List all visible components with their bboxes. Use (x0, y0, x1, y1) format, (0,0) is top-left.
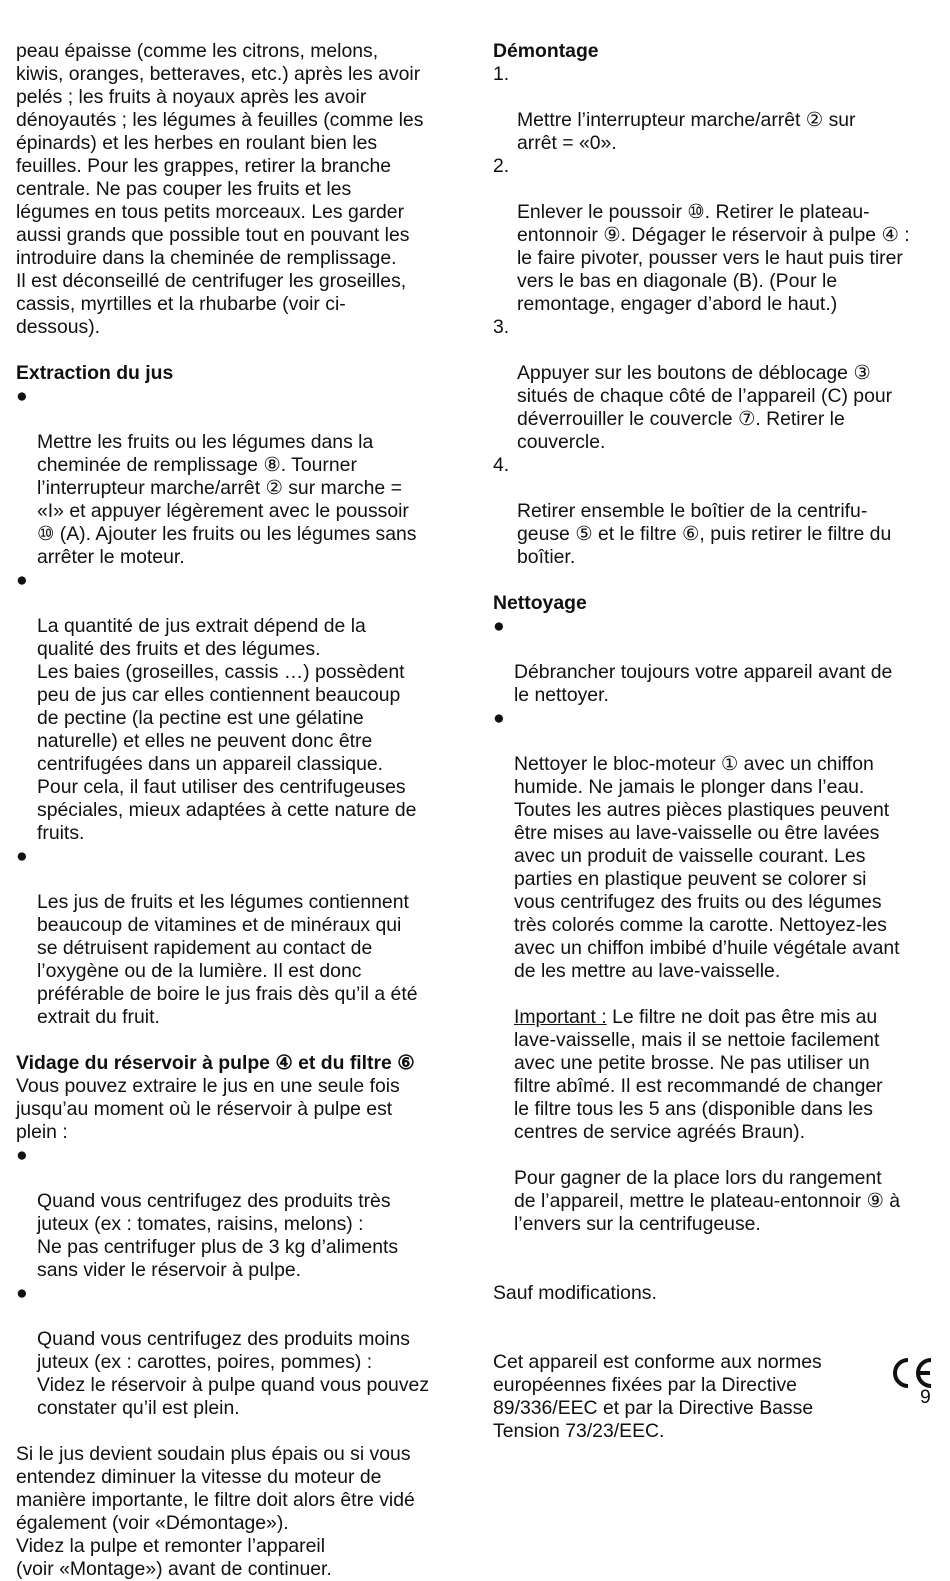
extraction-item-2 (16, 569, 456, 845)
nettoyage-item-2 (493, 707, 935, 983)
nettoyage-item-1-text: Débrancher toujours votre appareil avant de le nettoyer. (514, 661, 893, 706)
bullet-icon: ● (16, 569, 28, 591)
demontage-step-4-text: Retirer ensemble le boîtier de la centrifu- geuse ⑤ et le filtre ⑥, puis retirer le filtre du boîtier. (517, 500, 892, 568)
nettoyage-item-2-text: Nettoyer le bloc-moteur ① avec un chiffon humide. Ne jamais le plonger dans l’eau. Toutes les autres pièces plastiques peuvent être mises au lave-vaisselle ou être lavées avec un produit de vaisselle courant. Les parties en plastique peuvent se colorer si vous centrifugez des fruits ou des légumes très colorés comme la carotte. Nettoyez-les avec un chiffon imbibé d’huile végétale avant de les mettre au lave-vaisselle. (514, 753, 900, 982)
bullet-icon: ● (16, 1144, 28, 1166)
bullet-icon: ● (16, 845, 28, 867)
right-column (493, 40, 935, 1443)
extraction-item-3-text: Les jus de fruits et les légumes contiennent beaucoup de vitamines et de minéraux qui se détruisent rapidement au contact de l’oxygène ou de la lumière. Il est donc préférable de boire le jus frais dès qu’il a été extrait du fruit. (37, 891, 418, 1028)
vidage-item-2 (16, 1282, 456, 1420)
demontage-step-3 (493, 316, 935, 454)
conformity-block (493, 1351, 935, 1443)
extraction-item-1 (16, 385, 456, 569)
step-number: 4. (493, 454, 510, 476)
important-label: Important : (514, 1006, 607, 1028)
extraction-heading: Extraction du jus (16, 362, 174, 384)
vidage-item-2-text: Quand vous centrifugez des produits moins juteux (ex : carottes, poires, pommes) : Videz le réservoir à pulpe quand vous pouvez constater qu’il est plein. (37, 1328, 430, 1419)
conformity-text: Cet appareil est conforme aux normes européennes fixées par la Directive 89/336/EEC et par la Directive Basse Tension 73/23/EEC. (493, 1351, 822, 1442)
vidage-item-1 (16, 1144, 456, 1282)
extraction-item-3 (16, 845, 456, 1029)
step-number: 2. (493, 155, 510, 177)
vidage-heading: Vidage du réservoir à pulpe ④ et du filtre ⑥ (16, 1052, 415, 1074)
vidage-intro: Vous pouvez extraire le jus en une seule fois jusqu’au moment où le réservoir à pulpe est plein : (16, 1075, 400, 1143)
bullet-icon: ● (493, 707, 505, 729)
storage-note: Pour gagner de la place lors du rangement de l’appareil, mettre le plateau-entonnoir ⑨ à l’envers sur la centrifugeuse. (514, 1167, 901, 1235)
important-text: Le filtre ne doit pas être mis au lave-vaisselle, mais il se nettoie facilement avec une petite brosse. Ne pas utiliser un filtre abîmé. Il est recommandé de changer le filtre tous les 5 ans (disponible dans les centres de service agréés Braun). (514, 1006, 883, 1143)
nettoyage-heading: Nettoyage (493, 592, 587, 614)
intro-paragraph: peau épaisse (comme les citrons, melons, kiwis, oranges, betteraves, etc.) après les avoir pelés ; les fruits à noyaux après les avoir dénoyautés ; les légumes à feuilles (comme les épinards) et les herbes en roulant bien les feuilles. Pour les grappes, retirer la branche centrale. Ne pas couper les fruits et les légumes en tous petits morceaux. Les garder aussi grands que possible tout en pouvant les introduire dans la cheminée de remplissage. Il est déconseillé de centrifuger les groseilles, cassis, myrtilles et la rhubarbe (voir ci- dessous). (16, 40, 424, 338)
bullet-icon: ● (16, 1282, 28, 1304)
sauf-modifications: Sauf modifications. (493, 1282, 657, 1304)
demontage-step-2 (493, 155, 935, 316)
bullet-icon: ● (16, 385, 28, 407)
nettoyage-item-1 (493, 615, 935, 707)
important-note (493, 1006, 935, 1144)
demontage-step-4 (493, 454, 935, 569)
demontage-step-1-text: Mettre l’interrupteur marche/arrêt ② sur arrêt = «0». (517, 109, 856, 154)
extraction-item-2-text: La quantité de jus extrait dépend de la qualité des fruits et des légumes. Les baies (groseilles, cassis …) possèdent peu de jus car elles contiennent beaucoup de pectine (la pectine est une gélatine naturelle) et elles ne peuvent donc être centrifugées dans un appareil classique. Pour cela, il faut utiliser des centrifugeuses spéciales, mieux adaptées à cette nature de fruits. (37, 615, 417, 844)
page-number: 9 (920, 1386, 931, 1408)
step-number: 3. (493, 316, 510, 338)
demontage-heading: Démontage (493, 40, 599, 62)
extraction-item-1-text: Mettre les fruits ou les légumes dans la cheminée de remplissage ⑧. Tourner l’interrupteur marche/arrêt ② sur marche = «I» et appuyer légèrement avec le poussoir ⑩ (A). Ajouter les fruits ou les légumes sans arrêter le moteur. (37, 431, 417, 568)
demontage-step-3-text: Appuyer sur les boutons de déblocage ③ situés de chaque côté de l’appareil (C) pour déverrouiller le couvercle ⑦. Retirer le couvercle. (517, 362, 893, 453)
step-number: 1. (493, 63, 510, 85)
bullet-icon: ● (493, 615, 505, 637)
demontage-step-2-text: Enlever le poussoir ⑩. Retirer le plateau- entonnoir ⑨. Dégager le réservoir à pulpe ④ : le faire pivoter, pousser vers le haut puis tirer vers le bas en diagonale (B). (Pour le remontage, engager d’abord le haut.) (517, 201, 910, 315)
vidage-item-1-text: Quand vous centrifugez des produits très juteux (ex : tomates, raisins, melons) : Ne pas centrifuger plus de 3 kg d’aliments sans vider le réservoir à pulpe. (37, 1190, 399, 1281)
left-column (16, 40, 456, 1581)
demontage-step-1 (493, 63, 935, 155)
vidage-outro: Si le jus devient soudain plus épais ou si vous entendez diminuer la vitesse du moteur de manière importante, le filtre doit alors être vidé également (voir «Démontage»). Videz la pulpe et remonter l’appareil (voir «Montage») avant de continuer. (16, 1443, 415, 1580)
